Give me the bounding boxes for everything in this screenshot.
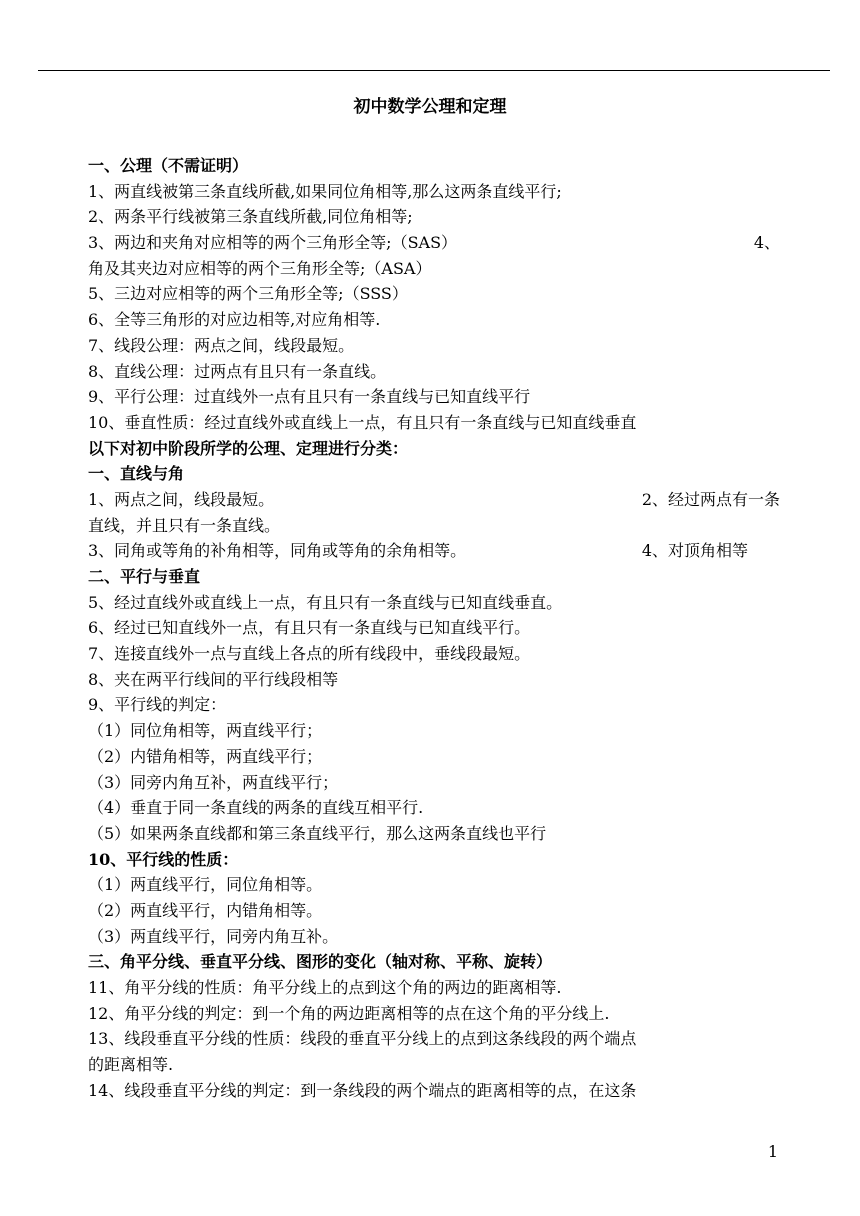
text-line: 9、平行线的判定： xyxy=(88,695,227,715)
text-line-left: 1、两点之间，线段最短。 xyxy=(88,489,275,509)
text-line: （1）同位角相等，两直线平行； xyxy=(88,721,323,741)
text-line-right: 2、经过两点有一条 xyxy=(641,489,780,509)
text-line: 7、线段公理：两点之间，线段最短。 xyxy=(88,335,355,355)
text-line: （1）两直线平行，同位角相等。 xyxy=(88,875,323,895)
text-line: 2、两条平行线被第三条直线所截,同位角相等; xyxy=(88,207,413,227)
text-line: （3）两直线平行，同旁内角互补。 xyxy=(88,926,339,946)
section-heading: 一、公理（不需证明） xyxy=(88,156,249,175)
text-line xyxy=(88,487,780,513)
text-line: 9、平行公理：过直线外一点有且只有一条直线与已知直线平行 xyxy=(88,387,531,407)
text-line: 11、角平分线的性质：角平分线上的点到这个角的两边的距离相等. xyxy=(88,978,562,997)
text-line xyxy=(88,538,780,564)
section-heading: 以下对初中阶段所学的公理、定理进行分类： xyxy=(88,438,409,458)
text-line: 13、线段垂直平分线的性质：线段的垂直平分线上的点到这条线段的两个端点 xyxy=(88,1029,637,1049)
header-rule xyxy=(38,70,830,71)
text-line: 角及其夹边对应相等的两个三角形全等;（ASA） xyxy=(88,258,432,278)
text-line-right: 4、 xyxy=(753,233,780,253)
text-line: 8、夹在两平行线间的平行线段相等 xyxy=(88,669,339,689)
text-line: 5、三边对应相等的两个三角形全等;（SSS） xyxy=(88,284,408,304)
text-line: 5、经过直线外或直线上一点，有且只有一条直线与已知直线垂直。 xyxy=(88,592,563,612)
section-heading: 一、直线与角 xyxy=(88,464,185,484)
document-body xyxy=(88,153,780,1103)
text-line: （3）同旁内角互补，两直线平行； xyxy=(88,772,339,792)
text-line: （5）如果两条直线都和第三条直线平行，那么这两条直线也平行 xyxy=(88,823,547,843)
text-line-left: 3、同角或等角的补角相等，同角或等角的余角相等。 xyxy=(88,541,467,561)
text-line: 直线，并且只有一条直线。 xyxy=(88,515,281,535)
section-heading: 二、平行与垂直 xyxy=(88,567,201,586)
page-number: 1 xyxy=(767,1142,778,1161)
document-title: 初中数学公理和定理 xyxy=(353,97,507,117)
text-line: （2）内错角相等，两直线平行； xyxy=(88,746,323,766)
section-heading: 10、平行线的性质： xyxy=(88,849,239,869)
text-line: （4）垂直于同一条直线的两条的直线互相平行. xyxy=(88,798,424,818)
text-line: （2）两直线平行，内错角相等。 xyxy=(88,900,323,920)
text-line: 1、两直线被第三条直线所截,如果同位角相等,那么这两条直线平行; xyxy=(88,181,562,201)
text-line: 14、线段垂直平分线的判定：到一条线段的两个端点的距离相等的点，在这条 xyxy=(88,1080,637,1100)
text-line: 7、连接直线外一点与直线上各点的所有线段中，垂线段最短。 xyxy=(88,644,531,664)
text-line: 的距离相等. xyxy=(88,1055,174,1075)
section-heading: 三、角平分线、垂直平分线、图形的变化（轴对称、平称、旋转） xyxy=(88,952,553,972)
text-line: 10、垂直性质：经过直线外或直线上一点，有且只有一条直线与已知直线垂直 xyxy=(88,412,637,432)
text-line: 8、直线公理：过两点有且只有一条直线。 xyxy=(88,361,387,381)
text-line-right: 4、对顶角相等 xyxy=(641,541,748,561)
text-line: 12、角平分线的判定：到一个角的两边距离相等的点在这个角的平分线上. xyxy=(88,1003,610,1023)
text-line xyxy=(88,230,780,256)
text-line-left: 3、两边和夹角对应相等的两个三角形全等;（SAS） xyxy=(88,233,458,253)
text-line: 6、经过已知直线外一点，有且只有一条直线与已知直线平行。 xyxy=(88,618,531,638)
text-line: 6、全等三角形的对应边相等,对应角相等. xyxy=(88,310,381,330)
